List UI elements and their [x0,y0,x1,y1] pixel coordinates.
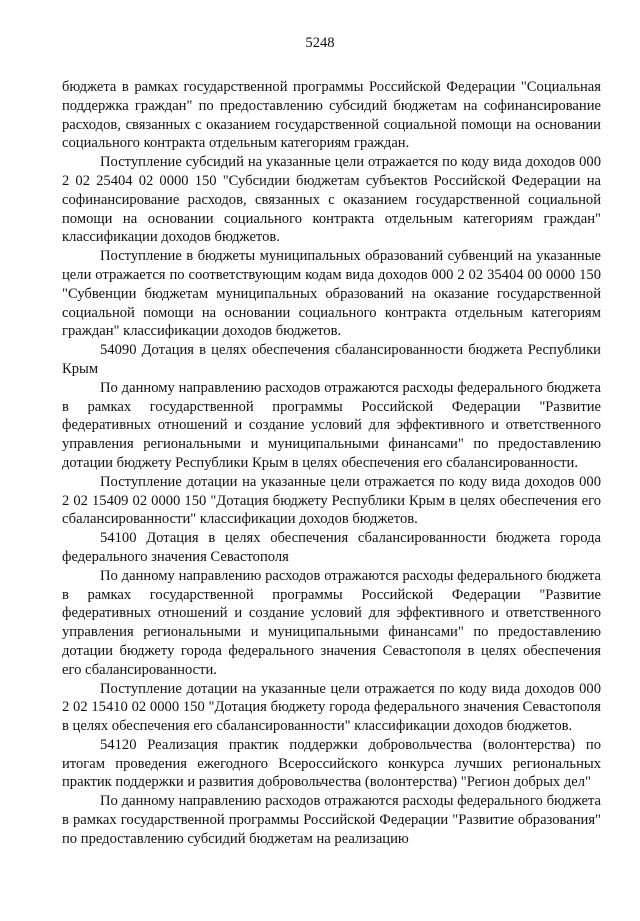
page-number: 5248 [305,35,335,51]
paragraph: По данному направлению расходов отражаются расходы федерального бюджета в рамках государственной программы Российской Федерации "Развитие образования" по предоставлению субсидий бюджетам на реализацию [62,793,601,847]
paragraph: Поступление в бюджеты муниципальных образований субвенций на указанные цели отражается по соответствующим кодам вида доходов 000 2 02 35404 00 0000 150 "Субвенции бюджетам муниципальных образований на оказание государственной социальной помощи на основании социального контракта отдельным категориям граждан" классификации доходов бюджетов. [62,248,601,340]
section-heading-54090: 54090 Дотация в целях обеспечения сбалансированности бюджета Республики Крым [62,342,601,377]
section-heading-54100: 54100 Дотация в целях обеспечения сбалансированности бюджета города федерального значения Севастополя [62,530,601,565]
paragraph: Поступление дотации на указанные цели отражается по коду вида доходов 000 2 02 15410 02 0000 150 "Дотация бюджету города федерального значения Севастополя в целях обеспечения его сбалансированности" классификации доходов бюджетов. [62,680,601,735]
paragraph: По данному направлению расходов отражаются расходы федерального бюджета в рамках государственной программы Российской Федерации "Развитие федеративных отношений и создание условий для эффективного и ответственного управления региональными и муниципальными финансами" по предоставлению дотации бюджету Республики Крым в целях обеспечения его сбалансированности. [62,379,601,471]
paragraph: Поступление субсидий на указанные цели отражается по коду вида доходов 000 2 02 25404 02 0000 150 "Субсидии бюджетам субъектов Российской Федерации на софинансирование расходов, связанных с оказанием государственной социальной помощи на основании социального контракта отдельным категориям граждан" классификации доходов бюджетов. [62,154,601,246]
paragraph: По данному направлению расходов отражаются расходы федерального бюджета в рамках государственной программы Российской Федерации "Развитие федеративных отношений и создание условий для эффективного и ответственного управления региональными и муниципальными финансами" по предоставлению дотации бюджету города федерального значения Севастополя в целях обеспечения его сбалансированности. [62,567,601,678]
paragraph-continuation: бюджета в рамках государственной программы Российской Федерации "Социальная поддержка граждан" по предоставлению субсидий бюджетам на софинансирование расходов, связанных с оказанием государственной социальной помощи на основании социального контракта отдельным категориям граждан. [62,79,601,152]
document-body [62,78,601,849]
section-heading-54120: 54120 Реализация практик поддержки добровольчества (волонтерства) по итогам проведения ежегодного Всероссийского конкурса лучших региональных практик поддержки и развития добровольчества (волонтерства) "Регион добрых дел" [62,736,601,791]
paragraph: Поступление дотации на указанные цели отражается по коду вида доходов 000 2 02 15409 02 0000 150 "Дотация бюджету Республики Крым в целях обеспечения его сбалансированности" классификации доходов бюджетов. [62,473,601,528]
